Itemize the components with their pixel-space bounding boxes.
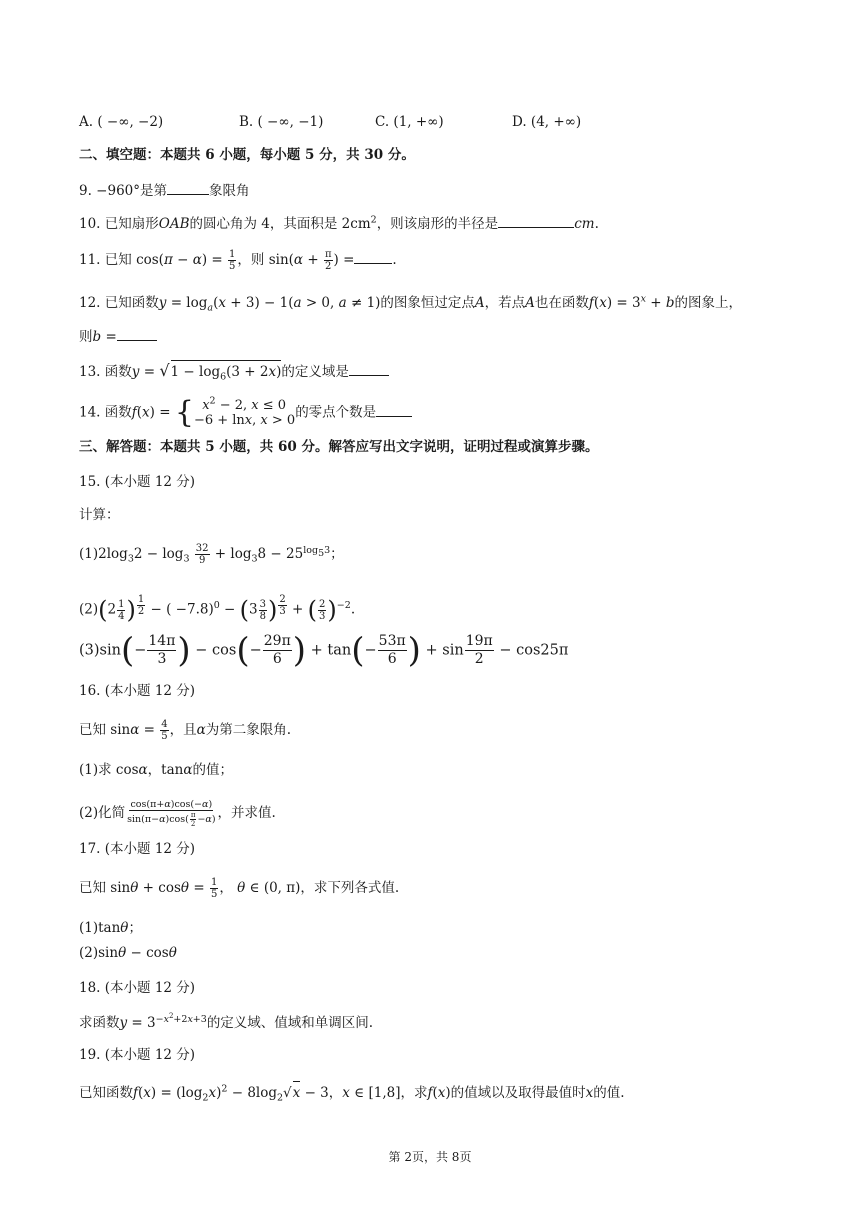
answer-blank	[354, 249, 392, 264]
question-11: 11. 已知 cos(π − α) = $\frac{1}{5}$ ，则 sin(α + $\frac{\pi}{2}$ ) = .	[79, 249, 397, 272]
section-2-heading: 二、填空题：本题共 6 小题，每小题 5 分，共 30 分。	[79, 147, 415, 163]
answer-blank	[167, 180, 209, 195]
question-10: 10. 已知扇形OAB的圆心角为 4，其面积是 $2cm^2$，则该扇形的半径是 cm.	[79, 214, 599, 232]
question-17-heading: 17. (本小题 12 分)	[79, 841, 196, 857]
question-12: 12. 已知函数$y = \log_a(x + 3) - 1(a > 0$, a ≠ 1)的图象恒过定点A，若点A也在函数$f(x) = 3^x + b$的图象上，	[79, 293, 742, 314]
question-17-part-2: (2)sinθ − cosθ	[79, 945, 177, 961]
question-15-part-2: (2)(2 $\frac{1}{4}$ ) $^{\frac{1}{2}}$ − ( −7.8)$^0$ − (3 $\frac{3}{8}$ ) $^{\frac{2}{3}}$ + ( $\frac{2}{3}$ )$^{-2}$.	[79, 594, 356, 624]
option-b: B. ( −∞, −1)	[239, 114, 324, 130]
question-19-heading: 19. (本小题 12 分)	[79, 1047, 196, 1063]
question-16-stem: 已知 sinα = $\frac{4}{5}$ ，且α为第二象限角.	[79, 719, 292, 742]
answer-blank	[376, 402, 412, 417]
question-13: 13. 函数$y = √1 - \log_6(3 + 2x)$的定义域是	[79, 360, 389, 382]
answer-blank	[117, 326, 157, 341]
question-15-part-1: $(1)2\log_32 - \log_3$ $\frac{32}{9}$ + $\log_38 - 25^{log_53}$；	[79, 543, 344, 566]
question-16-part-2: (2)化简 cos(π+α)cos(−α) sin(π−α)cos( $\frac{\pi}{2}$ −α) ，并求值.	[79, 799, 276, 828]
question-12-cont: 则b =	[79, 326, 157, 347]
question-9: 9. −960°是第 象限角	[79, 180, 250, 201]
question-19-stem: 已知函数$f(x) = (\log_2x)^2 - 8\log_2√x - 3$，x ∈ [1,8]，求f(x)的值域以及取得最值时x的值.	[79, 1081, 625, 1103]
answer-blank	[349, 361, 389, 376]
question-16-heading: 16. (本小题 12 分)	[79, 683, 196, 699]
question-15-intro: 计算：	[79, 507, 120, 523]
question-17-part-1: (1)tanθ；	[79, 920, 142, 936]
answer-blank	[498, 213, 574, 228]
option-a: A. ( −∞, −2)	[79, 114, 164, 130]
section-3-heading: 三、解答题：本题共 5 小题，共 60 分。解答应写出文字说明，证明过程或演算步骤。	[79, 439, 599, 455]
question-16-part-1: (1)求 cosα，tanα的值；	[79, 762, 233, 778]
question-17-stem: 已知 sinθ + cosθ = $\frac{1}{5}$ ， θ ∈ (0, π)，求下列各式值.	[79, 877, 400, 900]
option-c: C. (1, +∞)	[375, 114, 444, 130]
question-18-stem: 求函数$y = 3^{-x^2+2x+3}$的定义域、值域和单调区间.	[79, 1011, 374, 1031]
question-14: 14. 函数f(x) = { $x^2 - 2$, x ≤ 0 −6 + lnx, x > 0 的零点个数是	[79, 398, 412, 428]
page-footer: 第 2页，共 8页	[388, 1150, 472, 1164]
question-18-heading: 18. (本小题 12 分)	[79, 980, 196, 996]
question-15-part-3: (3)sin(− $\frac{14\pi}{3}$ ) − cos(− $\frac{29\pi}{6}$ ) + tan(− $\frac{53\pi}{6}$ ) + sin $\frac{19\pi}{2}$ − cos25π	[79, 630, 569, 671]
option-d: D. (4, +∞)	[512, 114, 582, 130]
question-15-heading: 15. (本小题 12 分)	[79, 474, 196, 490]
choice-options	[79, 112, 581, 132]
